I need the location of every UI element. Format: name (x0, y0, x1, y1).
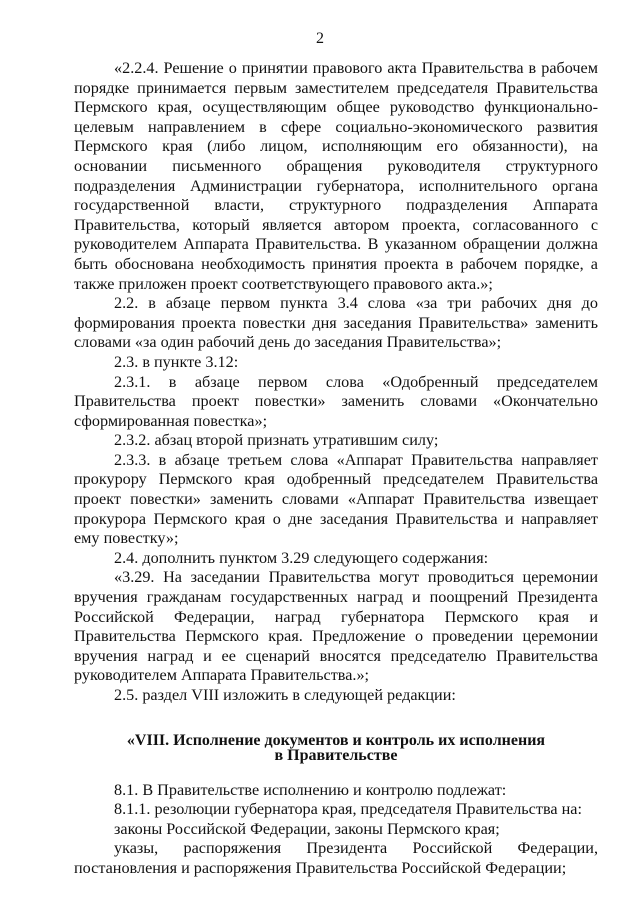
section-heading (74, 733, 598, 763)
paragraph-2-3: 2.3. в пункте 3.12: (114, 352, 239, 371)
paragraph-8-1: 8.1. В Правительстве исполнению и контролю подлежат: (114, 780, 507, 799)
paragraph-laws: законы Российской Федерации, законы Пермского края; (114, 819, 500, 838)
paragraph-2-3-1: 2.3.1. в абзаце первом слова «Одобренный председателем Правительства проект повестки» заменить словами «Окончательно сформированная повестка»; (74, 372, 598, 430)
paragraph-3-29: «3.29. На заседании Правительства могут проводиться церемонии вручения гражданам государственных наград и поощрений Президента Российской Федерации, наград губернатора Пермского края и Правительства Пермского края. Предложение о проведении церемонии вручения наград и ее сценарий вносятся председателю Правительства руководителем Аппарата Правительства.»; (74, 568, 598, 685)
paragraph-2-3-3: 2.3.3. в абзаце третьем слова «Аппарат Правительства направляет прокурору Пермского края одобренный председателем Правительства проект повестки» заменить словами «Аппарат Правительства извещает прокурора Пермского края о дне заседания Правительства и направляет ему повестку»; (74, 450, 598, 548)
paragraph-decrees: указы, распоряжения Президента Российской Федерации, постановления и распоряжения Правительства Российской Федерации; (74, 839, 598, 877)
section-heading-line-2: в Правительстве (274, 746, 398, 764)
paragraph-2-2-4: «2.2.4. Решение о принятии правового акта Правительства в рабочем порядке принимается первым заместителем председателя Правительства Пермского края, осуществляющим общее руководство функционально-целевым направлением в сфере социально-экономического развития Пермского края (либо лицом, исполняющим его обязанности), на основании письменного обращения руководителя структурного подразделения Администрации губернатора, исполнительного органа государственной власти, структурного подразделения Аппарата Правительства, который является автором проекта, согласованного с руководителем Аппарата Правительства. В указанном обращении должна быть обоснована необходимость принятия проекта в рабочем порядке, а также приложен проект соответствующего правового акта.»; (74, 59, 598, 293)
paragraph-2-2: 2.2. в абзаце первом пункта 3.4 слова «за три рабочих дня до формирования проекта повестки дня заседания Правительства» заменить словами «за один рабочий день до заседания Правительства»; (74, 294, 598, 352)
paragraph-8-1-1: 8.1.1. резолюции губернатора края, председателя Правительства на: (114, 800, 582, 819)
paragraph-2-4: 2.4. дополнить пунктом 3.29 следующего содержания: (114, 548, 489, 567)
paragraph-2-5: 2.5. раздел VIII изложить в следующей редакции: (114, 686, 456, 704)
section-heading-line-1: «VIII. Исполнение документов и контроль их исполнения (126, 731, 546, 749)
paragraph-2-3-2: 2.3.2. абзац второй признать утратившим силу; (114, 431, 439, 450)
page-number: 2 (316, 30, 324, 47)
document-body (74, 59, 598, 879)
